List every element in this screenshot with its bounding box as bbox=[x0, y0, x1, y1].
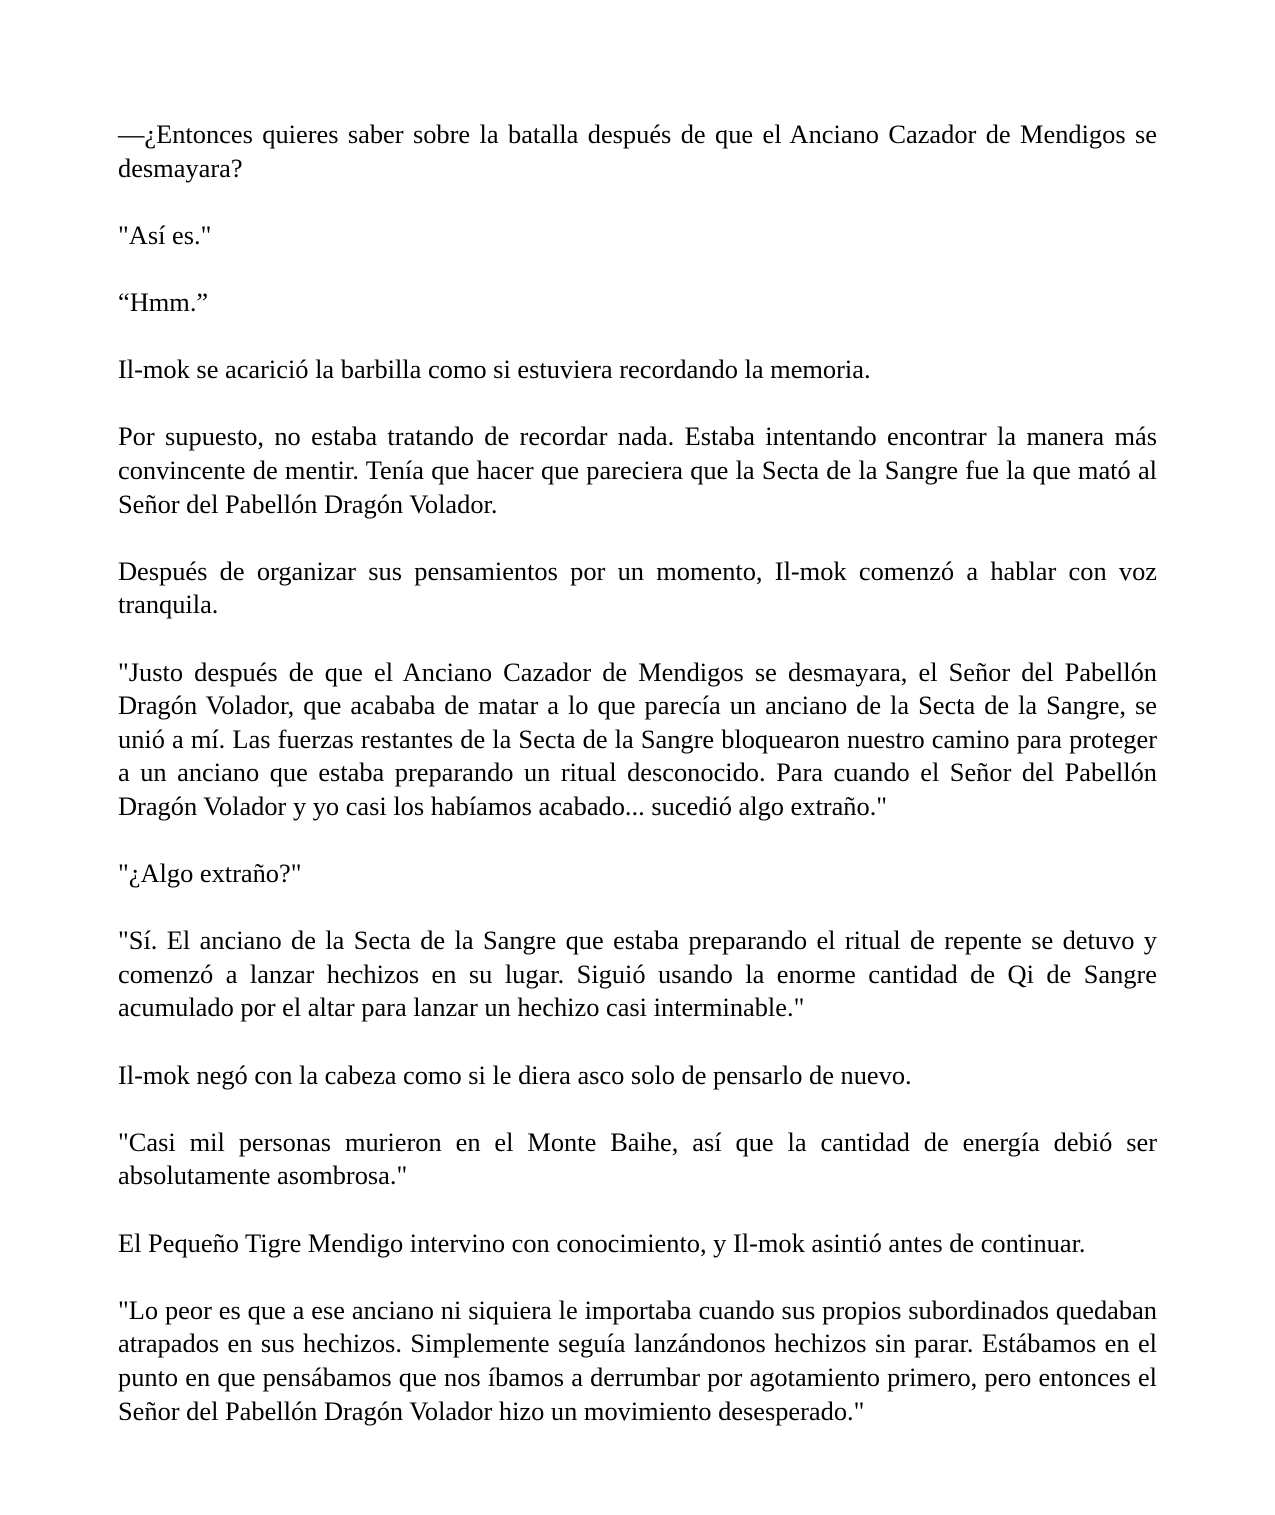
document-page bbox=[118, 118, 1157, 1462]
paragraph-organize-thoughts: Después de organizar sus pensamientos por un momento, Il-mok comenzó a hablar con voz tranquila. bbox=[118, 555, 1157, 620]
paragraph-lie-plan: Por supuesto, no estaba tratando de recordar nada. Estaba intentando encontrar la manera más convincente de mentir. Tenía que hacer que pareciera que la Secta de la Sangre fue la que mató al Señor del Pabellón Dragón Volador. bbox=[118, 421, 1157, 519]
paragraph-spells: "Sí. El anciano de la Secta de la Sangre que estaba preparando el ritual de repente se detuvo y comenzó a lanzar hechizos en su lugar. Siguió usando la enorme cantidad de Qi de Sangre acumulado por el altar para lanzar un hechizo casi interminable." bbox=[118, 925, 1157, 1023]
paragraph-little-tiger: El Pequeño Tigre Mendigo intervino con conocimiento, y Il-mok asintió antes de continuar. bbox=[118, 1227, 1086, 1258]
paragraph-mount-baihe: "Casi mil personas murieron en el Monte Baihe, así que la cantidad de energía debió ser absolutamente asombrosa." bbox=[118, 1126, 1157, 1191]
paragraph-question: —¿Entonces quieres saber sobre la batalla después de que el Anciano Cazador de Mendigos se desmayara? bbox=[118, 119, 1157, 183]
paragraph-battle-account: "Justo después de que el Anciano Cazador de Mendigos se desmayara, el Señor del Pabellón Dragón Volador, que acababa de matar a lo que parecía un anciano de la Secta de la Sangre, se unió a mí. Las fuerzas restantes de la Secta de la Sangre bloquearon nuestro camino para proteger a un anciano que estaba preparando un ritual desconocido. Para cuando el Señor del Pabellón Dragón Volador y yo casi los habíamos acabado... sucedió algo extraño." bbox=[118, 656, 1157, 821]
paragraph-worst-part: "Lo peor es que a ese anciano ni siquiera le importaba cuando sus propios subordinados quedaban atrapados en sus hechizos. Simplemente seguía lanzándonos hechizos sin parar. Estábamos en el punto en que pensábamos que nos íbamos a derrumbar por agotamiento primero, pero entonces el Señor del Pabellón Dragón Volador hizo un movimiento desesperado." bbox=[118, 1294, 1157, 1426]
paragraph-ilmok-chin: Il-mok se acarició la barbilla como si estuviera recordando la memoria. bbox=[118, 354, 871, 385]
paragraph-something-strange: "¿Algo extraño?" bbox=[118, 858, 302, 889]
paragraph-answer-asi-es: "Así es." bbox=[118, 219, 212, 250]
paragraph-head-shake: Il-mok negó con la cabeza como si le diera asco solo de pensarlo de nuevo. bbox=[118, 1059, 912, 1090]
paragraph-hmm: “Hmm.” bbox=[118, 286, 209, 317]
